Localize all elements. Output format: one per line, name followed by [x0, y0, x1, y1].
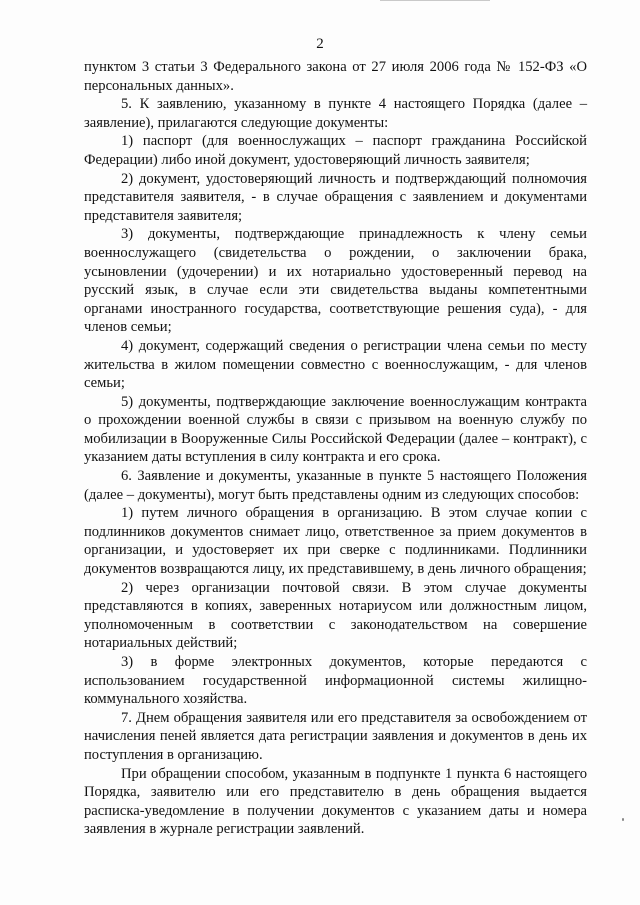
paragraph-item-6: 6. Заявление и документы, указанные в пункте 5 настоящего Положения (далее – документы), могут быть представлены одним из следующих способов:	[84, 468, 587, 503]
paragraph-subitem-5-1: 1) паспорт (для военнослужащих – паспорт гражданина Российской Федерации) либо иной документ, удостоверяющий личность заявителя;	[84, 133, 587, 168]
paragraph-receipt-note: При обращении способом, указанным в подпункте 1 пункта 6 настоящего Порядка, заявителю или его представителю в день обращения выдается расписка-уведомление в получении документов с указанием даты и номера заявления в журнале регистрации заявлений.	[84, 765, 587, 838]
paragraph-subitem-6-1: 1) путем личного обращения в организацию. В этом случае копии с подлинников документов снимает лицо, ответственное за прием документов в организации, и удостоверяет их при сверке с подлинниками. Подлинники документов возвращаются лицу, их представившему, в день личного обращения;	[84, 505, 587, 578]
paragraph-subitem-6-2: 2) через организации почтовой связи. В этом случае документы представляются в копиях, заверенных нотариусом или должностным лицом, уполномоченным в соответствии с законодательством на совершение нотариальных действий;	[84, 579, 587, 652]
paragraph-subitem-5-5: 5) документы, подтверждающие заключение военнослужащим контракта о прохождении военной службы в связи с призывом на военную службу по мобилизации в Вооруженные Силы Российской Федерации (далее – контракт), с указанием даты вступления в силу контракта и его срока.	[84, 393, 587, 466]
paragraph-subitem-5-2: 2) документ, удостоверяющий личность и подтверждающий полномочия представителя заявителя, - в случае обращения с заявлением и документами представителя заявителя;	[84, 170, 587, 224]
document-body	[84, 58, 587, 839]
paragraph-item-5: 5. К заявлению, указанному в пункте 4 настоящего Порядка (далее – заявление), прилагаются следующие документы:	[84, 96, 587, 131]
paragraph-subitem-6-3: 3) в форме электронных документов, которые передаются с использованием государственной информационной системы жилищно-коммунального хозяйства.	[84, 654, 587, 708]
scan-speck	[622, 818, 624, 821]
scan-artifact	[380, 0, 490, 7]
paragraph-subitem-5-4: 4) документ, содержащий сведения о регистрации члена семьи по месту жительства в жилом помещении совместно с военнослужащим, - для членов семьи;	[84, 337, 587, 392]
paragraph-item-7: 7. Днем обращения заявителя или его представителя за освобождением от начисления пеней является дата регистрации заявления и документов в день их поступления в организацию.	[84, 709, 587, 763]
paragraph-continuation: пунктом 3 статьи 3 Федерального закона от 27 июля 2006 года № 152-ФЗ «О персональных данных».	[84, 59, 587, 94]
page-number: 2	[316, 36, 324, 52]
paragraph-subitem-5-3: 3) документы, подтверждающие принадлежность к члену семьи военнослужащего (свидетельства о рождении, о заключении брака, усыновлении (удочерении) и их нотариально удостоверенный перевод на русский язык, в случае если эти свидетельства выданы компетентными органами иностранного государства, соответствующие решения суда), - для членов семьи;	[84, 226, 587, 336]
